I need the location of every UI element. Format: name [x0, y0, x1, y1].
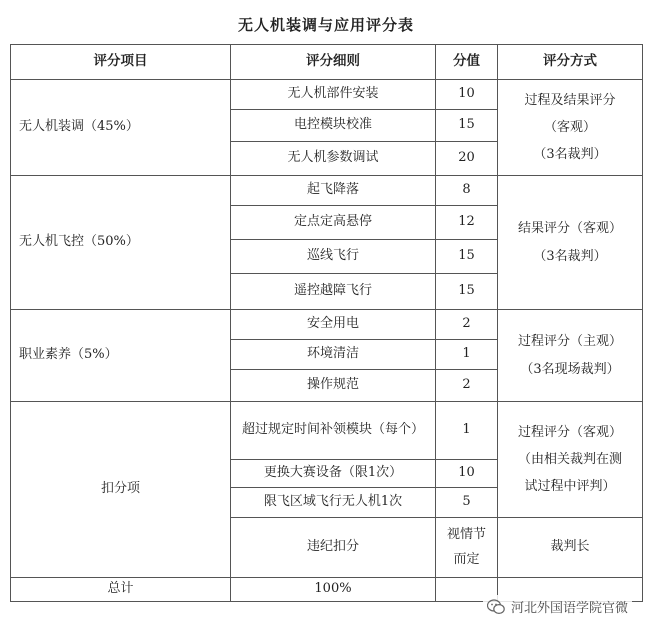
method-cell: [498, 310, 643, 402]
detail-cell: 定点定高悬停: [231, 206, 436, 240]
method-line: 结果评分（客观）: [517, 221, 622, 237]
score-cell: 视情节而定: [436, 518, 498, 578]
score-cell: 20: [436, 142, 498, 176]
item-cell: 职业素养（5%）: [11, 310, 231, 402]
method-cell: [498, 402, 643, 518]
method-line: 试过程中评判）: [524, 479, 616, 495]
item-cell: 扣分项: [11, 402, 231, 578]
score-cell: 2: [436, 370, 498, 402]
detail-cell: 无人机部件安装: [231, 80, 436, 110]
page-title: 无人机装调与应用评分表: [237, 16, 414, 34]
score-cell: 10: [436, 460, 498, 488]
header-item: 评分项目: [11, 45, 231, 80]
detail-cell: 操作规范: [231, 370, 436, 402]
detail-cell: 违纪扣分: [231, 518, 436, 578]
watermark: [483, 595, 632, 618]
table-row: [11, 402, 643, 460]
detail-cell: 无人机参数调试: [231, 142, 436, 176]
detail-cell: 更换大赛设备（限1次）: [231, 460, 436, 488]
detail-cell: 电控模块校准: [231, 110, 436, 142]
method-cell: 裁判长: [498, 518, 643, 578]
score-cell: 2: [436, 310, 498, 340]
item-cell: 无人机飞控（50%）: [11, 176, 231, 310]
total-label: 总计: [11, 578, 231, 602]
detail-cell: 遥控越障飞行: [231, 274, 436, 310]
header-row: [11, 45, 643, 80]
watermark-text: 河北外国语学院官微: [510, 601, 628, 616]
method-line: （3名裁判）: [533, 248, 607, 264]
detail-cell: 安全用电: [231, 310, 436, 340]
method-cell: [498, 176, 643, 310]
detail-cell: 超过规定时间补领模块（每个）: [231, 402, 436, 460]
method-line: （由相关裁判在测: [517, 451, 622, 467]
score-cell: 8: [436, 176, 498, 206]
item-cell: 无人机装调（45%）: [11, 80, 231, 176]
score-cell: 1: [436, 402, 498, 460]
detail-cell: 巡线飞行: [231, 240, 436, 274]
header-score: 分值: [436, 45, 498, 80]
score-cell: 15: [436, 110, 498, 142]
table-row: [11, 310, 643, 340]
score-table: [10, 44, 643, 602]
detail-cell: 限飞区域飞行无人机1次: [231, 488, 436, 518]
score-cell: 12: [436, 206, 498, 240]
header-detail: 评分细则: [231, 45, 436, 80]
method-line: （客观）: [543, 119, 596, 135]
score-cell: 15: [436, 274, 498, 310]
method-line: （3名裁判）: [533, 147, 607, 163]
score-cell: 5: [436, 488, 498, 518]
score-cell: 15: [436, 240, 498, 274]
table-row: [11, 176, 643, 206]
method-line: 过程及结果评分: [524, 92, 616, 108]
header-method: 评分方式: [498, 45, 643, 80]
score-cell: 10: [436, 80, 498, 110]
total-value: 100%: [231, 578, 436, 602]
detail-cell: 起飞降落: [231, 176, 436, 206]
method-line: 过程评分（客观）: [517, 424, 622, 440]
detail-cell: 环境清洁: [231, 340, 436, 370]
score-cell: 1: [436, 340, 498, 370]
wechat-icon: [487, 599, 505, 615]
method-line: 过程评分（主观）: [517, 334, 622, 350]
table-row: [11, 80, 643, 110]
method-line: （3名现场裁判）: [520, 361, 620, 377]
method-cell: [498, 80, 643, 176]
